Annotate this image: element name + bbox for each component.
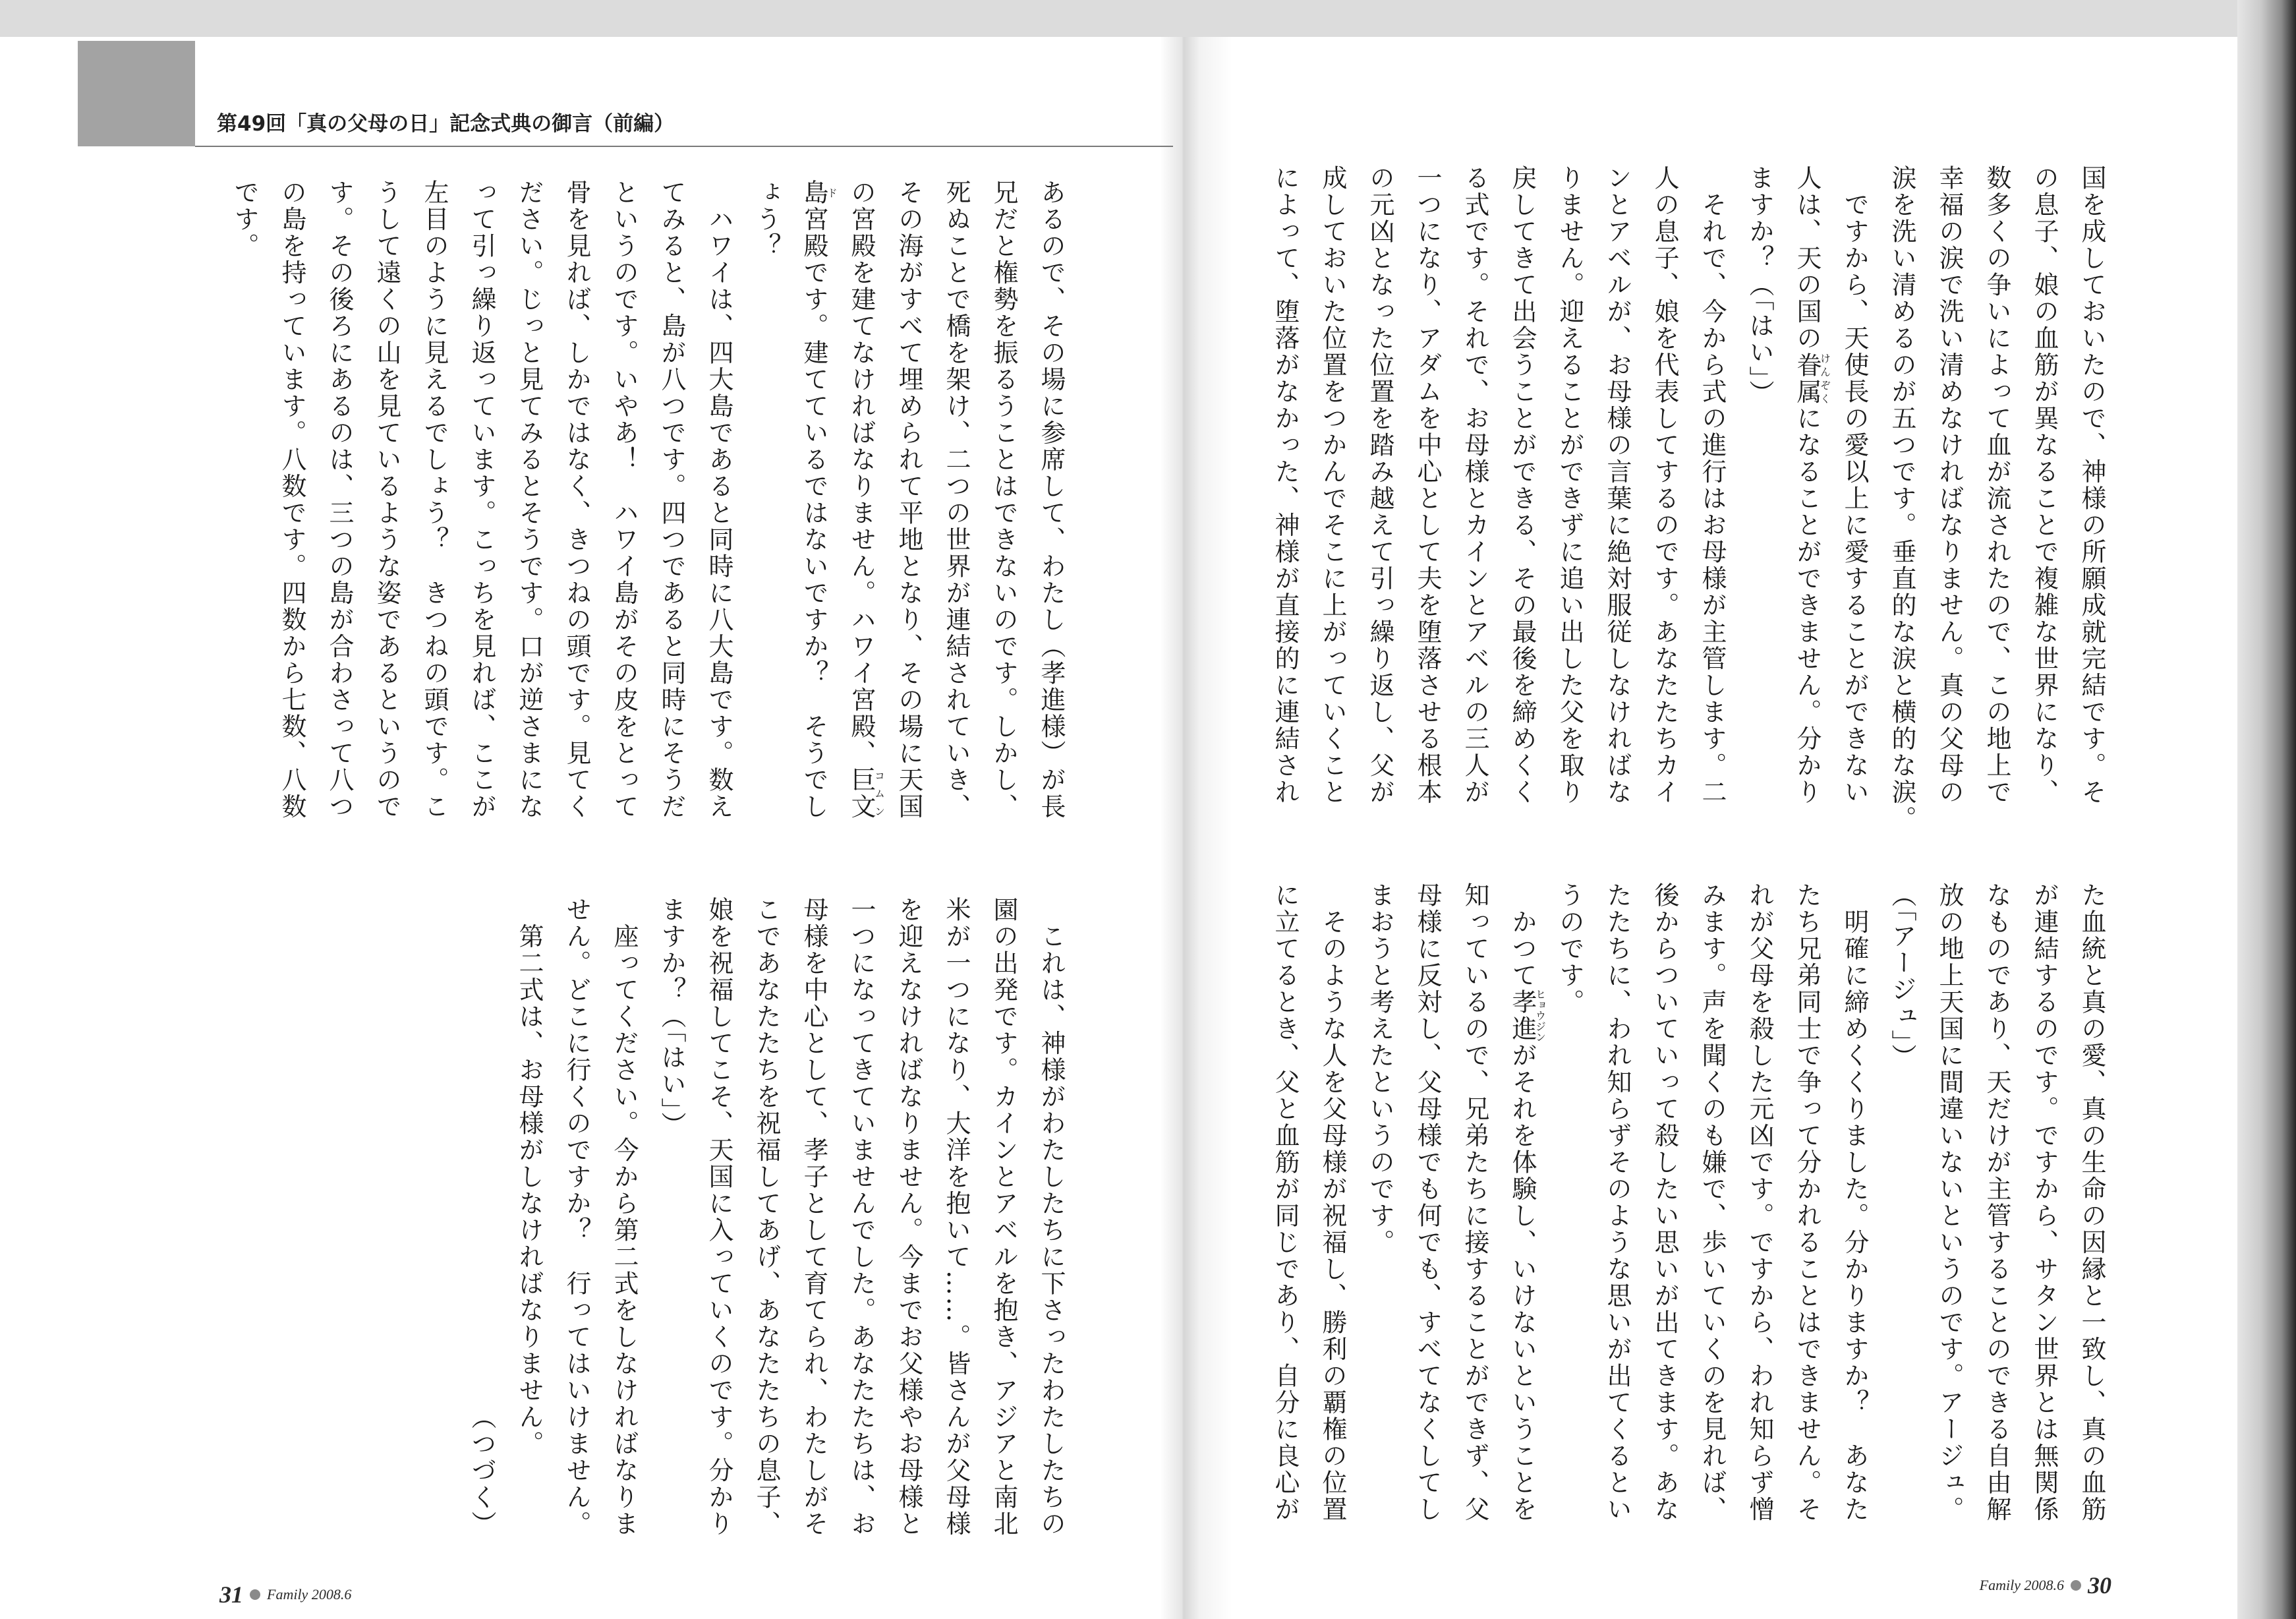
text-run: 人は、天の国の	[1793, 165, 1822, 352]
text-column: 娘を祝福してこそ、天国に入っていくのです。分かり	[704, 897, 733, 1537]
text-column: たち兄弟同士で争って分かれることはできません。そ	[1793, 882, 1822, 1523]
text-column: の息子、娘の血筋が異なることで複雑な世界になり、	[2030, 165, 2059, 806]
right-page-footer	[1937, 1572, 2111, 1599]
ruby-word: 島ド	[799, 179, 838, 206]
text-column: 明確に締めくくりました。分かりますか？ あなた	[1840, 882, 1869, 1523]
text-column: 成しておいた位置をつかんでそこに上がっていくこと	[1318, 165, 1347, 806]
text-column: す。その後ろにあるのは、三つの島が合わさって八つ	[325, 179, 354, 820]
text-column: みます。声を聞くのも嫌で、歩いていくのを見れば、	[1698, 882, 1727, 1523]
furigana: けんぞく	[1818, 351, 1831, 405]
text-column: の元凶となった位置を踏み越えて引っ繰り返し、父が	[1365, 165, 1394, 806]
text-run: 宮殿です。建てているではないですか？ そうでし	[799, 206, 828, 820]
left-page-upper-text-block	[221, 179, 1075, 825]
text-column: 母様に反対し、父母様でも何でも、すべてなくしてし	[1413, 882, 1442, 1523]
text-column: ですから、天使長の愛以上に愛することができない	[1840, 165, 1869, 806]
text-column: によって、堕落がなかった、神様が直接的に連結され	[1271, 165, 1300, 806]
text-column: れが父母を殺した元凶です。ですから、われ知らず憎	[1745, 882, 1774, 1523]
footer-bullet-icon	[250, 1589, 260, 1600]
ruby-word: 巨文コムン	[847, 767, 886, 820]
ruby-word: 孝進ヒョウジン	[1508, 989, 1547, 1042]
text-column: 後からついていって殺したい思いが出てきます。あな	[1650, 882, 1679, 1523]
text-column: 知っているので、兄弟たちに接することができず、父	[1460, 882, 1489, 1523]
text-column: たたちに、われ知らずそのような思いが出てくるとい	[1603, 882, 1632, 1523]
text-column	[1499, 882, 1546, 1528]
text-column: そのような人を父母様が祝福し、勝利の覇権の位置	[1318, 882, 1347, 1523]
continued-label: （つづく）	[467, 1403, 496, 1537]
text-column: ださい。じっと見てみるとそうです。口が逆さまにな	[515, 179, 544, 820]
text-run: かつて	[1508, 882, 1537, 989]
magazine-issue: Family 2008.6	[1979, 1577, 2064, 1593]
text-run: になることができません。分かり	[1793, 405, 1822, 806]
text-column: うして遠くの山を見ているような姿であるというので	[372, 179, 401, 820]
text-column: た血統と真の愛、真の生命の因縁と一致し、真の血筋	[2077, 882, 2106, 1523]
text-column: 放の地上天国に間違いないというのです。アージュ。	[1935, 882, 1964, 1523]
text-column: 第二式は、お母様がしなければなりません。	[515, 897, 544, 1457]
text-column: りません。迎えることができずに追い出した父を取り	[1555, 165, 1584, 806]
furigana: ヒョウジン	[1534, 989, 1547, 1042]
book-gutter-shadow	[1160, 37, 1232, 1619]
text-column: 園の出発です。カインとアベルを抱き、アジアと南北	[989, 897, 1018, 1537]
text-column: なものであり、天だけが主管することのできる自由解	[1982, 882, 2011, 1523]
header-gray-box	[78, 41, 195, 146]
text-column: （「アージュ」）	[1887, 882, 1916, 1071]
text-column: 死ぬことで橋を架け、二つの世界が連結されていき、	[942, 179, 971, 820]
text-column: 幸福の涙で洗い清めなければなりません。真の父母の	[1935, 165, 1964, 806]
text-column: あるので、その場に参席して、わたし（孝進様）が長	[1037, 179, 1066, 820]
text-column: 米が一つになり、大洋を抱いて……。皆さんが父母様	[942, 897, 971, 1537]
scanner-top-edge	[0, 0, 2237, 37]
furigana: ド	[825, 179, 838, 206]
text-column: 母様を中心として、孝子として育てられ、わたしがそ	[799, 897, 828, 1537]
text-column: 数多くの争いによって血が流されたので、この地上で	[1982, 165, 2011, 806]
text-column: 涙を洗い清めるのが五つです。垂直的な涙と横的な涙。	[1887, 165, 1916, 833]
text-column: 一つになり、アダムを中心として夫を堕落させる根本	[1413, 165, 1442, 806]
text-run: がそれを体験し、いけないということを	[1508, 1042, 1537, 1523]
text-column	[1783, 165, 1831, 811]
text-column: が連結するのです。ですから、サタン世界とは無関係	[2030, 882, 2059, 1523]
text-column	[838, 179, 885, 825]
right-page-upper-text-block	[1261, 165, 2115, 833]
article-title: 第49回「真の父母の日」記念式典の御言（前編）	[217, 112, 675, 136]
text-column: せん。どこに行くのですか？ 行ってはいけません。	[562, 897, 591, 1537]
text-column: 国を成しておいたので、神様の所願成就完結です。そ	[2077, 165, 2106, 806]
header-rule	[195, 146, 1173, 147]
text-column: に立てるとき、父と血筋が同じであり、自分に良心が	[1271, 882, 1300, 1523]
text-column: 座ってください。今から第二式をしなければなりま	[610, 897, 639, 1537]
text-column: 人の息子、娘を代表してするのです。あなたたちカイ	[1650, 165, 1679, 806]
text-column: 兄だと権勢を振るうことはできないのです。しかし、	[989, 179, 1018, 820]
text-column: こであなたたちを祝福してあげ、あなたたちの息子、	[752, 897, 781, 1537]
text-column: まおうと考えたというのです。	[1365, 882, 1394, 1256]
text-column: その海がすべて埋められて平地となり、その場に天国	[894, 179, 923, 820]
text-column: ますか？（「はい」）	[657, 897, 686, 1138]
left-page-lower-text-block	[505, 897, 1075, 1543]
text-column: ハワイは、四大島であると同時に八大島です。数え	[704, 179, 733, 820]
text-column: です。	[230, 179, 259, 260]
text-column: って引っ繰り返っています。こっちを見れば、ここが	[467, 179, 496, 820]
text-column: てみると、島が八つです。四つであると同時にそうだ	[657, 179, 686, 820]
right-page-lower-text-block	[1261, 882, 2115, 1528]
page-number: 30	[2088, 1572, 2111, 1599]
text-column: 戻してきて出会うことができる、その最後を締めくく	[1508, 165, 1537, 806]
text-column: 左目のように見えるでしょう？ きつねの頭です。こ	[420, 179, 449, 820]
text-column: ますか？（「はい」）	[1745, 165, 1774, 407]
text-column: の島を持っています。八数です。四数から七数、八数	[277, 179, 306, 820]
footer-bullet-icon	[2071, 1580, 2081, 1591]
text-column: ょう？	[752, 179, 781, 260]
text-column: ンとアベルが、お母様の言葉に絶対服従しなければな	[1603, 165, 1632, 806]
text-column: というのです。いやあ！ ハワイ島がその皮をとって	[610, 179, 639, 820]
text-column: これは、神様がわたしたちに下さったわたしたちの	[1037, 897, 1066, 1537]
page-number: 31	[219, 1581, 243, 1608]
text-column: うのです。	[1555, 882, 1584, 1016]
text-column: を迎えなければなりません。今までお父様やお母様と	[894, 897, 923, 1537]
magazine-issue: Family 2008.6	[267, 1586, 352, 1603]
furigana: コムン	[873, 767, 886, 820]
text-column: 骨を見れば、しかではなく、きつねの頭です。見てく	[562, 179, 591, 820]
text-column	[790, 179, 838, 825]
text-run: の宮殿を建てなければなりません。ハワイ宮殿、	[847, 179, 876, 767]
left-page-footer	[219, 1581, 351, 1608]
text-column: それで、今から式の進行はお母様が主管します。二	[1698, 165, 1727, 806]
scanner-right-edge	[2237, 0, 2296, 1619]
ruby-word: 眷属けんぞく	[1793, 351, 1831, 405]
text-column: 一つになってきていませんでした。あなたたちは、お	[847, 897, 876, 1537]
text-column: る式です。それで、お母様とカインとアベルの三人が	[1460, 165, 1489, 806]
